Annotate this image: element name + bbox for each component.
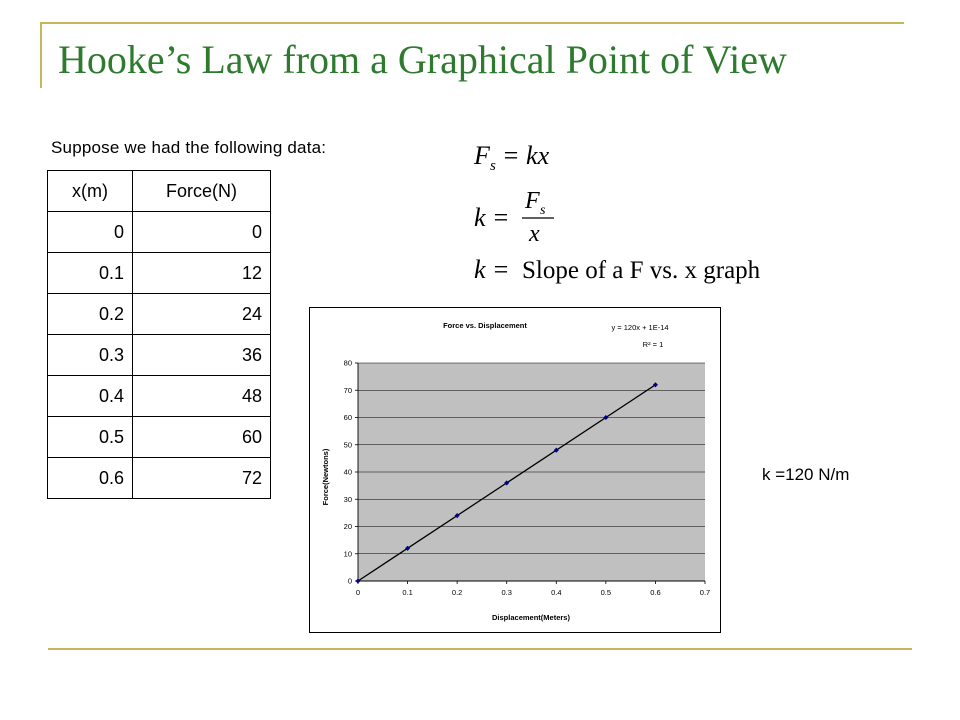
- x-tick-label: 0.6: [650, 588, 661, 597]
- subtitle: Suppose we had the following data:: [51, 138, 327, 157]
- x-tick-label: 0: [355, 588, 361, 597]
- table-row: [48, 294, 271, 335]
- formula2-numerator-sub: s: [540, 203, 546, 218]
- cell-force: 48: [133, 376, 271, 417]
- table-row: [48, 335, 271, 376]
- force-displacement-chart: [309, 307, 721, 633]
- spring-constant-label: k =120 N/m: [762, 465, 850, 484]
- formula-block: [474, 140, 814, 290]
- formula1-sub: s: [490, 158, 496, 174]
- y-tick-label: 50: [343, 440, 352, 450]
- cell-x: 0: [48, 212, 133, 253]
- formula3-lhs: k =: [474, 255, 510, 284]
- table-row: [48, 417, 271, 458]
- cell-force: 72: [133, 458, 271, 499]
- formula2-lhs: k =: [474, 203, 510, 232]
- formula-slope: [474, 255, 761, 284]
- formula-k: [474, 188, 554, 247]
- cell-x: 0.3: [48, 335, 133, 376]
- table-row: [48, 458, 271, 499]
- cell-force: 36: [133, 335, 271, 376]
- x-tick-label: 0.4: [551, 588, 562, 597]
- table-row: [48, 376, 271, 417]
- formula3-rhs: Slope of a F vs. x graph: [522, 257, 761, 284]
- data-table: [47, 170, 271, 499]
- top-rule: [40, 22, 904, 24]
- header-x: x(m): [48, 171, 133, 212]
- formula1-rhs: = kx: [502, 141, 550, 170]
- cell-x: 0.4: [48, 376, 133, 417]
- cell-force: 60: [133, 417, 271, 458]
- y-tick-label: 0: [347, 576, 352, 586]
- bottom-rule: [48, 648, 912, 650]
- y-tick-label: 80: [343, 358, 352, 368]
- table-row: [48, 212, 271, 253]
- y-tick-label: 40: [343, 467, 352, 477]
- cell-force: 12: [133, 253, 271, 294]
- x-tick-label: 0.3: [501, 588, 512, 597]
- left-rule: [40, 22, 42, 88]
- cell-force: 24: [133, 294, 271, 335]
- y-tick-label: 70: [343, 385, 352, 395]
- table-header-row: [48, 171, 271, 212]
- x-axis-label: Displacement(Meters): [492, 613, 570, 622]
- formula-hooke: [473, 141, 550, 174]
- chart-title: Force vs. Displacement: [443, 321, 527, 330]
- header-force: Force(N): [133, 171, 271, 212]
- x-tick-label: 0.1: [402, 588, 413, 597]
- y-tick-label: 60: [343, 413, 352, 422]
- cell-x: 0.6: [48, 458, 133, 499]
- formula1-lhs: F: [474, 141, 490, 170]
- cell-x: 0.5: [48, 417, 133, 458]
- cell-x: 0.1: [48, 253, 133, 294]
- chart-svg: [310, 308, 720, 632]
- table-row: [48, 253, 271, 294]
- y-tick-label: 20: [343, 522, 352, 531]
- slide-title: Hooke’s Law from a Graphical Point of View: [58, 37, 787, 82]
- formula2-denominator: x: [529, 221, 540, 247]
- x-tick-label: 0.5: [600, 588, 612, 597]
- cell-force: 0: [133, 212, 271, 253]
- x-tick-label: 0.2: [451, 588, 463, 597]
- cell-x: 0.2: [48, 294, 133, 335]
- x-tick-label: 0.7: [699, 588, 711, 597]
- y-axis-label: Force(Newtons): [321, 448, 330, 506]
- formula2-numerator: F: [525, 188, 540, 214]
- r-squared-label: R² = 1: [642, 340, 664, 349]
- y-tick-label: 10: [343, 549, 352, 559]
- trendline-equation: y = 120x + 1E-14: [611, 323, 669, 332]
- y-tick-label: 30: [343, 494, 352, 504]
